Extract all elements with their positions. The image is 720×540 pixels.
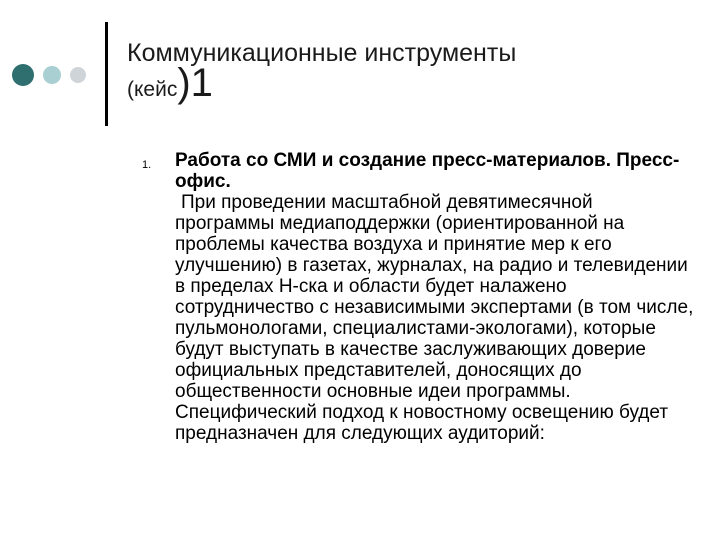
slide-title [127, 38, 516, 105]
decorative-dot-light-blue [43, 66, 61, 84]
list-item [175, 150, 695, 444]
slide-title-line-1: Коммуникационные инструменты [127, 39, 517, 67]
slide-title-case-label: (кейс [127, 78, 178, 101]
slide-title-case-number: )1 [177, 61, 213, 105]
list-item-paragraph: При проведении масштабной девятимесячной программы медиаподдержки (ориентированной на проблемы качества воздуха и принятие мер к его улучшению) в газетах, журналах, на радио и телевидении в пределах Н-ска и области будет налажено сотрудничество с независимыми экспертами (в том числе, пульмонологами, специалистами-экологами), которые будут выступать в качестве заслуживающих доверие официальных представителей, доносящих до общественности основные идеи программы. Специфический подход к новостному освещению будет предназначен для следующих аудиторий: [175, 192, 694, 444]
decorative-dot-grey [70, 67, 86, 83]
decorative-dot-dark [12, 64, 34, 86]
list-item-heading: Работа со СМИ и создание пресс-материалов. Пресс-офис. [175, 150, 680, 192]
list-item-number: 1. [142, 159, 152, 171]
title-divider [105, 22, 108, 126]
slide-title-line-2 [127, 61, 516, 105]
